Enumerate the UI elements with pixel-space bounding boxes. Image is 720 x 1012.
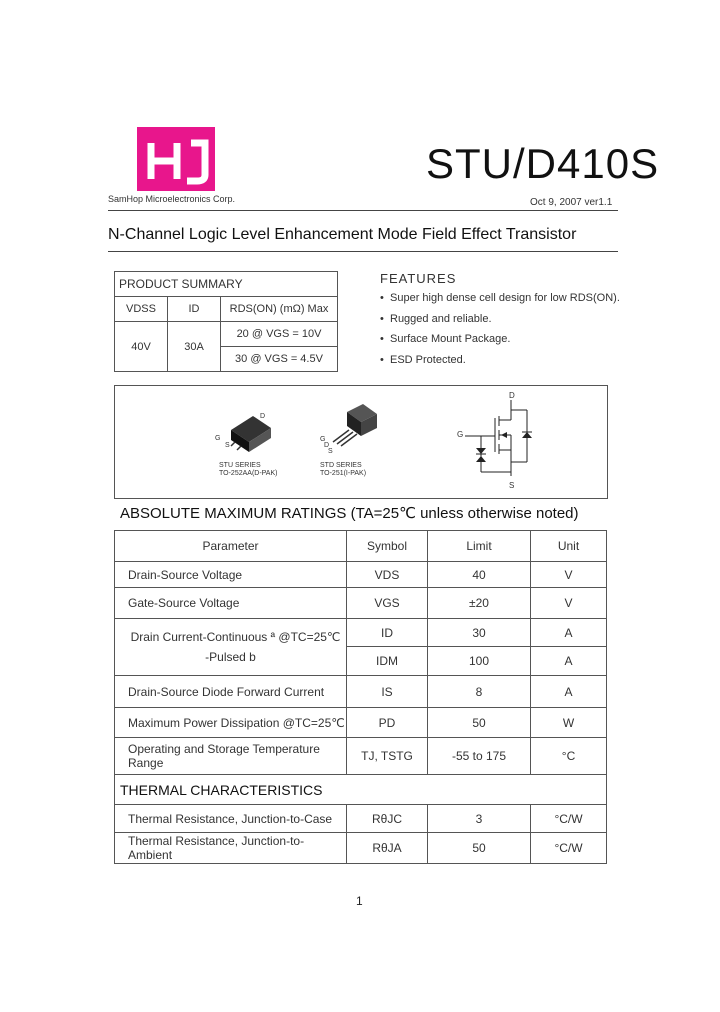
header-unit: Unit [531,531,607,562]
symbol-cell: IDM [347,647,428,676]
dpak-pin-s: S [225,442,230,449]
param-cell: Drain-Source Diode Forward Current [115,676,347,708]
param-cell: Gate-Source Voltage [115,588,347,619]
limit-cell: 40 [428,562,531,588]
dpak-pin-d: D [260,413,266,420]
table-row [115,562,607,588]
unit-cell: °C/W [531,833,607,864]
schematic-label-s: S [509,481,515,490]
dpak-pin-g: G [215,435,221,442]
unit-cell: A [531,676,607,708]
samhop-logo [137,127,215,191]
table-row [115,588,607,619]
stu-series-package: TO-252AA(D-PAK) [219,470,278,477]
schematic-label-g: G [457,430,464,439]
symbol-cell: RθJA [347,833,428,864]
unit-cell: V [531,588,607,619]
summary-col-vdss: VDSS [115,297,168,322]
unit-cell: °C [531,738,607,775]
limit-cell: 100 [428,647,531,676]
limit-cell: 30 [428,619,531,647]
limit-cell: -55 to 175 [428,738,531,775]
table-row [115,805,607,833]
features-title: FEATURES [380,271,457,286]
symbol-cell: IS [347,676,428,708]
mosfet-schematic-icon [455,392,545,488]
symbol-cell: PD [347,708,428,738]
std-series-name: STD SERIES [320,462,362,469]
product-summary-table [114,271,338,372]
param-cell: Drain-Source Voltage [115,562,347,588]
header-parameter: Parameter [115,531,347,562]
document-subtitle: N-Channel Logic Level Enhancement Mode Field Effect Transistor [108,226,577,243]
unit-cell: V [531,562,607,588]
header-limit: Limit [428,531,531,562]
limit-cell: 50 [428,708,531,738]
std-series-package: TO-251(I-PAK) [320,470,367,477]
param-cell: Maximum Power Dissipation @TC=25℃ [115,708,347,738]
symbol-cell: VGS [347,588,428,619]
ipak-pin-d: D [324,442,330,449]
subtitle-rule [108,251,618,252]
stu-series-name: STU SERIES [219,462,261,469]
ratings-table [114,530,607,864]
std-series-label [320,462,366,478]
limit-cell: 3 [428,805,531,833]
unit-cell: °C/W [531,805,607,833]
feature-item: • Rugged and reliable. [380,313,620,334]
stu-series-label [219,462,277,478]
limit-cell: ±20 [428,588,531,619]
param-cell: Thermal Resistance, Junction-to-Ambient [115,833,347,864]
unit-cell: A [531,619,607,647]
param-current-continuous: Drain Current-Continuous ª @TC=25℃ [130,630,341,644]
summary-id-value: 30A [168,322,221,372]
table-row [115,619,607,647]
unit-cell: W [531,708,607,738]
page-number: 1 [356,894,363,908]
symbol-cell: ID [347,619,428,647]
company-name: SamHop Microelectronics Corp. [108,194,236,204]
unit-cell: A [531,647,607,676]
ratings-title: ABSOLUTE MAXIMUM RATINGS (TA=25℃ unless otherwise noted) [120,505,579,522]
symbol-cell: TJ, TSTG [347,738,428,775]
part-number: STU/D410S [426,140,660,187]
header-symbol: Symbol [347,531,428,562]
thermal-title: THERMAL CHARACTERISTICS [115,775,607,805]
ipak-pin-g: G [320,436,326,443]
features-section [380,271,620,374]
limit-cell: 8 [428,676,531,708]
package-diagram-box [114,385,608,499]
summary-rds-value-1: 20 @ VGS = 10V [221,322,338,347]
table-row [115,833,607,864]
feature-item: • Super high dense cell design for low RDS(ON). [380,292,620,313]
dpak-package-icon [219,412,289,458]
feature-item: • ESD Protected. [380,354,620,375]
param-current-pulsed: -Pulsed b [205,650,256,664]
symbol-cell: VDS [347,562,428,588]
limit-cell: 50 [428,833,531,864]
param-cell-current [115,619,347,676]
summary-col-id: ID [168,297,221,322]
schematic-label-d: D [509,391,515,400]
param-cell: Operating and Storage Temperature Range [115,738,347,775]
param-cell: Thermal Resistance, Junction-to-Case [115,805,347,833]
summary-rds-value-2: 30 @ VGS = 4.5V [221,347,338,372]
summary-vdss-value: 40V [115,322,168,372]
header-rule [108,210,618,211]
date-version: Oct 9, 2007 ver1.1 [530,197,613,208]
table-row [115,708,607,738]
feature-item: • Surface Mount Package. [380,333,620,354]
summary-title: PRODUCT SUMMARY [115,272,338,297]
summary-col-rds: RDS(ON) (mΩ) Max [221,297,338,322]
table-row [115,738,607,775]
symbol-cell: RθJC [347,805,428,833]
table-row [115,676,607,708]
ipak-pin-s: S [328,448,333,455]
